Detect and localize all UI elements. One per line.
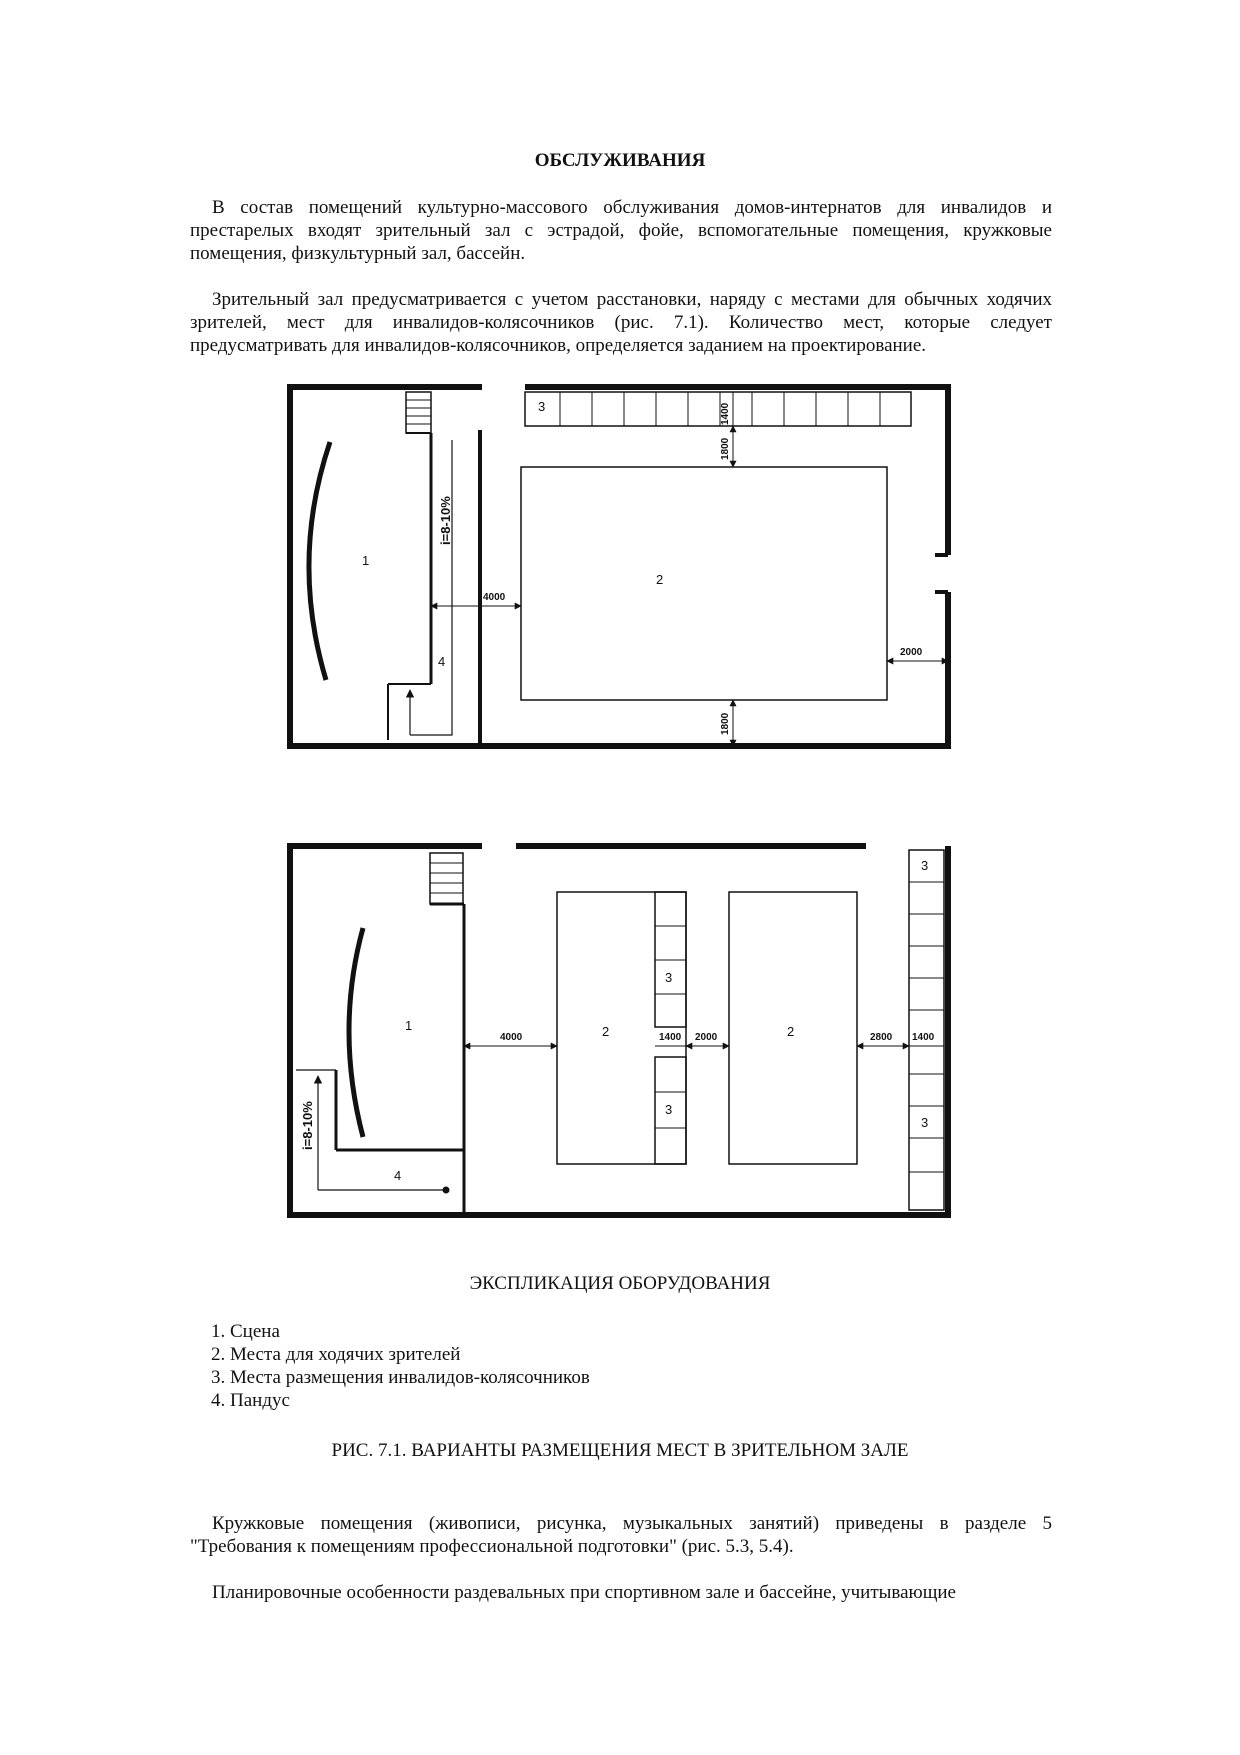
figure-caption: РИС. 7.1. ВАРИАНТЫ РАЗМЕЩЕНИЯ МЕСТ В ЗРИТЕЛЬНОМ ЗАЛЕ — [331, 1440, 909, 1461]
paragraph-workshops: Кружковые помещения (живописи, рисунка, музыкальных занятий) приведены в разделе 5 "Требования к помещениям профессиональной подготовки" (рис. 5.3, 5.4). — [190, 1513, 1052, 1557]
plan-1 — [290, 387, 948, 746]
plan1-label-wheelchair: 3 — [538, 399, 546, 414]
plan2-dim-2000: 2000 — [695, 1032, 718, 1043]
explication-list — [211, 1320, 590, 1412]
plan-2 — [290, 846, 948, 1215]
plan1-dim-1800-top: 1800 — [720, 437, 731, 460]
explication-item: 4. Пандус — [211, 1390, 290, 1411]
plan2-slope: i=8-10% — [300, 1101, 315, 1150]
explication-item: 3. Места размещения инвалидов-колясочников — [211, 1367, 590, 1388]
plan2-label-ramp: 4 — [394, 1168, 402, 1183]
plan1-slope: i=8-10% — [438, 496, 453, 545]
paragraph-dressing-rooms: Планировочные особенности раздевальных при спортивном зале и бассейне, учитывающие — [212, 1582, 956, 1603]
plan2-label-wc-top-right: 3 — [921, 858, 929, 873]
plan1-label-seats: 2 — [656, 572, 664, 587]
plan1-dim-1400: 1400 — [720, 402, 731, 425]
paragraph-intro: В состав помещений культурно-массового обслуживания домов-интернатов для инвалидов и престарелых входят зрительный зал с эстрадой, фойе, вспомогательные помещения, кружковые помещения, физкультурный зал, бассейн. — [190, 197, 1052, 264]
section-heading: ОБСЛУЖИВАНИЯ — [534, 150, 706, 171]
plan1-label-ramp: 4 — [438, 654, 446, 669]
plan2-label-stage: 1 — [405, 1018, 413, 1033]
plan2-label-wc-mid-upper: 3 — [665, 970, 673, 985]
explication-item: 1. Сцена — [211, 1321, 280, 1342]
paragraph-auditorium: Зрительный зал предусматривается с учетом расстановки, наряду с местами для обычных ходячих зрителей, мест для инвалидов-колясочников (рис. 7.1). Количество мест, которые следует предусматривать для инвалидов-колясочников, определяется заданием на проектирование. — [190, 289, 1052, 356]
plan2-label-wc-right-lower: 3 — [921, 1115, 929, 1130]
plan2-dim-1400-mid: 1400 — [659, 1032, 682, 1043]
plan2-label-seats-a: 2 — [602, 1024, 610, 1039]
plan1-dim-1800-bottom: 1800 — [720, 712, 731, 735]
plan2-label-seats-b: 2 — [787, 1024, 795, 1039]
explication-title: ЭКСПЛИКАЦИЯ ОБОРУДОВАНИЯ — [469, 1273, 771, 1294]
plan2-dim-1400-right: 1400 — [912, 1032, 935, 1043]
plan1-dim-4000: 4000 — [483, 592, 506, 603]
explication-item: 2. Места для ходячих зрителей — [211, 1344, 461, 1365]
plan1-label-stage: 1 — [362, 553, 370, 568]
plan2-dim-4000: 4000 — [500, 1032, 523, 1043]
plan2-label-wc-mid-lower: 3 — [665, 1102, 673, 1117]
plan2-dim-2800: 2800 — [870, 1032, 893, 1043]
plan1-dim-2000: 2000 — [900, 647, 923, 658]
